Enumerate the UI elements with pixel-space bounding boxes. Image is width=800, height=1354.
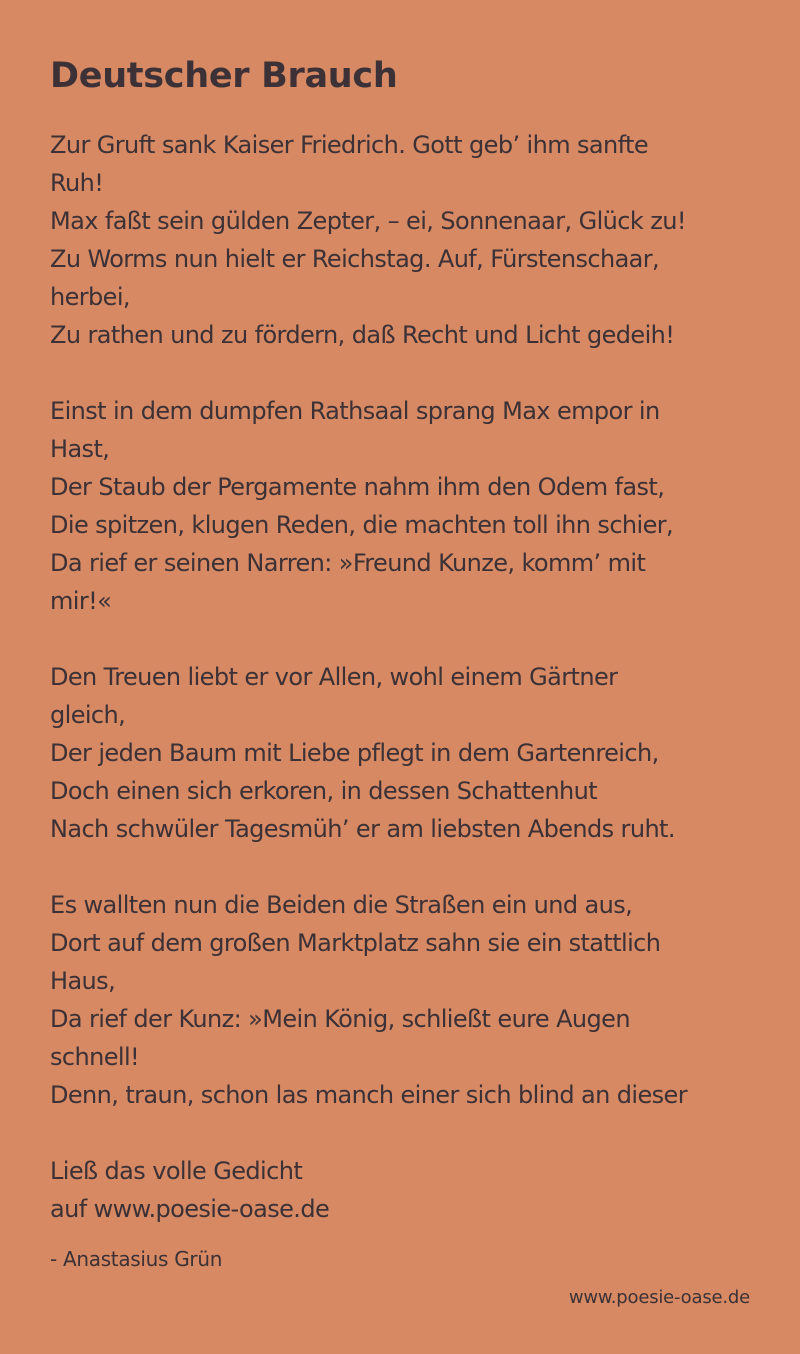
poem-line: Da rief er seinen Narren: »Freund Kunze, komm’ mit bbox=[50, 549, 646, 577]
poem-line: herbei, bbox=[50, 283, 130, 311]
poem-line: Denn, traun, schon las manch einer sich blind an dieser bbox=[50, 1081, 687, 1109]
poem-line: Doch einen sich erkoren, in dessen Schattenhut bbox=[50, 777, 598, 805]
poem-line: Nach schwüler Tagesmüh’ er am liebsten Abends ruht. bbox=[50, 815, 675, 843]
poem-line: schnell! bbox=[50, 1043, 140, 1071]
author-name: - Anastasius Grün bbox=[50, 1247, 223, 1271]
poem-line: mir!« bbox=[50, 587, 112, 615]
stanza-1 bbox=[50, 126, 750, 354]
poem-card bbox=[50, 52, 750, 1274]
poem-line: Zur Gruft sank Kaiser Friedrich. Gott geb’ ihm sanfte bbox=[50, 131, 649, 159]
poem-line: gleich, bbox=[50, 701, 126, 729]
poem-line: Die spitzen, klugen Reden, die machten toll ihn schier, bbox=[50, 511, 674, 539]
poem-line: Es wallten nun die Beiden die Straßen ein und aus, bbox=[50, 891, 633, 919]
poem-title: Deutscher Brauch bbox=[50, 56, 398, 96]
poem-line: Der Staub der Pergamente nahm ihm den Odem fast, bbox=[50, 473, 665, 501]
poem-line: Haus, bbox=[50, 967, 116, 995]
poem-line: Den Treuen liebt er vor Allen, wohl einem Gärtner bbox=[50, 663, 618, 691]
poem-line: Max faßt sein gülden Zepter, – ei, Sonnenaar, Glück zu! bbox=[50, 207, 686, 235]
read-full-poem-note bbox=[50, 1152, 750, 1228]
website-link-text: auf www.poesie-oase.de bbox=[50, 1195, 330, 1223]
poem-line: Hast, bbox=[50, 435, 110, 463]
poem-line: Einst in dem dumpfen Rathsaal sprang Max empor in bbox=[50, 397, 660, 425]
read-more-text: Ließ das volle Gedicht bbox=[50, 1157, 303, 1185]
watermark-url: www.poesie-oase.de bbox=[568, 1287, 750, 1308]
stanza-2 bbox=[50, 392, 750, 620]
poem-line: Da rief der Kunz: »Mein König, schließt eure Augen bbox=[50, 1005, 630, 1033]
stanza-4 bbox=[50, 886, 750, 1114]
stanza-3 bbox=[50, 658, 750, 848]
poem-line: Dort auf dem großen Marktplatz sahn sie ein stattlich bbox=[50, 929, 661, 957]
poem-line: Der jeden Baum mit Liebe pflegt in dem Gartenreich, bbox=[50, 739, 659, 767]
poem-line: Zu rathen und zu fördern, daß Recht und Licht gedeih! bbox=[50, 321, 675, 349]
poem-line: Ruh! bbox=[50, 169, 104, 197]
poem-line: Zu Worms nun hielt er Reichstag. Auf, Fürstenschaar, bbox=[50, 245, 660, 273]
